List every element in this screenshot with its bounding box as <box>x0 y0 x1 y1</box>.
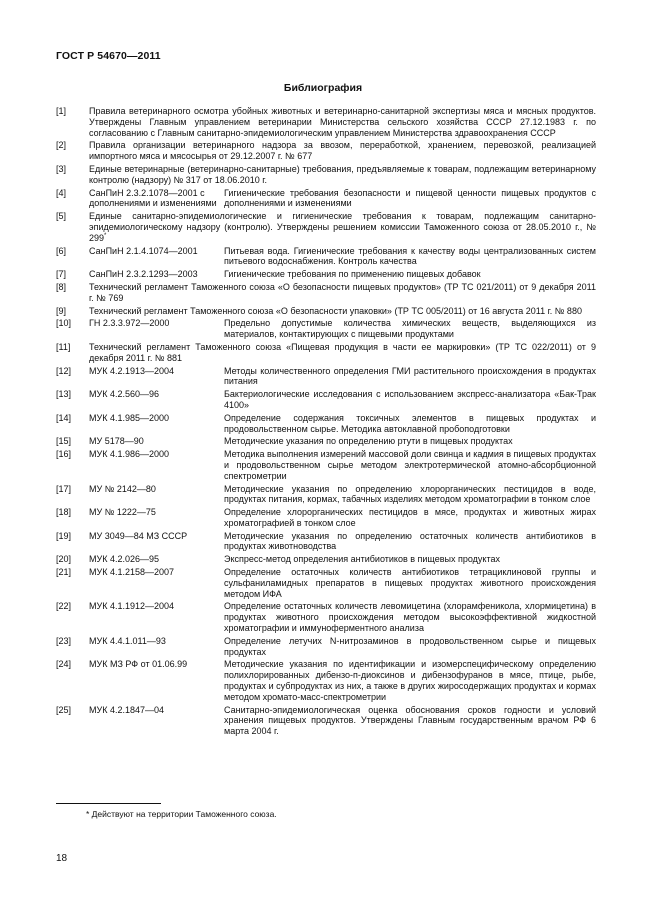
bibliography-list <box>56 106 596 739</box>
entry-code: МУК 4.1.1912—2004 <box>89 601 175 612</box>
bibliography-entry <box>56 507 596 529</box>
footnote-marker: * <box>104 232 107 239</box>
entry-code: МУ № 1222—75 <box>89 507 156 518</box>
entry-text: Правила ветеринарного осмотра убойных животных и ветеринарно-санитарной экспертизы мяса и мясных продуктов. Утверждены Главным управлением ветеринарии Министерства сельского хозяйства СССР 27.12.1983 г. по согласованию с Главным санитарно-эпидемиологическим управлением Министерства здравоохранения СССР <box>89 106 596 138</box>
bibliography-entry <box>56 389 596 411</box>
entry-number: [18] <box>56 507 72 518</box>
page-number: 18 <box>56 853 68 864</box>
entry-code: СанПиН 2.1.4.1074—2001 <box>89 245 198 256</box>
entry-description: Определение остаточных количеств антибиотиков тетрациклиновой группы и сульфаниламидных препаратов в пищевых продуктах животного происхождения методом ИФА <box>224 567 596 599</box>
entry-text: Технический регламент Таможенного союза «О безопасности пищевых продуктов» (ТР ТС 021/2011) от 9 декабря 2011 г. № 769 <box>89 281 596 303</box>
bibliography-entry <box>56 436 596 447</box>
entry-description: Экспресс-метод определения антибиотиков в пищевых продуктах <box>224 554 500 565</box>
bibliography-entry <box>56 449 596 481</box>
bibliography-entry <box>56 211 596 243</box>
entry-description: Определение летучих N-нитрозаминов в продовольственном сырье и пищевых продуктах <box>224 635 596 657</box>
entry-description: Определение содержания токсичных элементов в пищевых продуктах и продовольственном сырье. Методика автоклавной пробоподготовки <box>224 412 596 434</box>
bibliography-entry <box>56 484 596 506</box>
entry-code: МУК 4.1.986—2000 <box>89 449 170 460</box>
entry-text: Технический регламент Таможенного союза «Пищевая продукция в части ее маркировки» (ТР ТС 022/2011) от 9 декабря 2011 г. № 881 <box>89 341 596 363</box>
entry-text: Технический регламент Таможенного союза «О безопасности упаковки» (ТР ТС 005/2011) от 16 августа 2011 г. № 880 <box>89 305 582 316</box>
entry-code: СанПиН 2.3.2.1078—2001 с дополнениями и изменениями <box>89 187 217 209</box>
entry-code: МУК 4.2.1913—2004 <box>89 365 175 376</box>
entry-number: [15] <box>56 436 72 447</box>
bibliography-entry <box>56 306 596 317</box>
entry-number: [9] <box>56 305 67 316</box>
entry-code: ГН 2.3.3.972—2000 <box>89 318 170 329</box>
entry-description: Гигиенические требования безопасности и пищевой ценности пищевых продуктов с дополнениями и изменениями <box>224 187 596 209</box>
entry-text: Правила организации ветеринарного надзора за ввозом, переработкой, хранением, перевозкой, реализацией импортного мяса и мясосырья от 29.12.2007 г. № 677 <box>89 140 596 162</box>
entry-number: [10] <box>56 318 72 329</box>
bibliography-title: Библиография <box>283 82 363 94</box>
entry-number: [13] <box>56 389 72 400</box>
entry-description: Питьевая вода. Гигиенические требования к качеству воды централизованных систем питьевого водоснабжения. Контроль качества <box>224 245 596 267</box>
entry-description: Методические указания по определению хлорорганических пестицидов в воде, продуктах питания, кормах, табачных изделиях методом хроматографии в тонком слое <box>224 483 596 505</box>
entry-description: Санитарно-эпидемиологическая оценка обоснования сроков годности и условий хранения пищевых продуктов. Утверждены Главным государственным врачом РФ 6 марта 2004 г. <box>224 704 596 737</box>
entry-description: Методические указания по идентификации и изомерспецифическому определению полихлорированных дибензо-п-диоксинов и дибензофуранов в мясе, птице, рыбе, продуктах и субпродуктах из них, а также в других жиросодержащих продуктах и кормах методом хромато-масс-спектрометрии <box>224 659 596 702</box>
entry-number: [24] <box>56 659 72 670</box>
footnote-divider <box>56 803 161 804</box>
entry-code: МУК 4.2.026—95 <box>89 554 159 565</box>
bibliography-entry <box>56 636 596 658</box>
bibliography-entry <box>56 140 596 162</box>
entry-text: Единые санитарно-эпидемиологические и гигиенические требования к товарам, подлежащим санитарно-эпидемиологическому надзору (контролю). Утверждены решением комиссии Таможенного союза от 28.05.2010 г., № 299 <box>89 211 596 243</box>
entry-number: [11] <box>56 341 71 352</box>
bibliography-entry <box>56 531 596 553</box>
entry-description: Предельно допустимые количества химических веществ, выделяющихся из материалов, контактирующих с пищевыми продуктами <box>224 318 596 340</box>
entry-code: МУ № 2142—80 <box>89 483 156 494</box>
document-header: ГОСТ Р 54670—2011 <box>56 50 161 62</box>
bibliography-entry <box>56 342 596 364</box>
entry-description: Бактериологические исследования с использованием экспресс-анализатора «Бак-Трак 4100» <box>224 389 596 410</box>
entry-code: МУК МЗ РФ от 01.06.99 <box>89 659 188 670</box>
entry-number: [17] <box>56 483 72 494</box>
entry-number: [22] <box>56 601 72 612</box>
entry-number: [3] <box>56 163 67 174</box>
entry-description: Определение остаточных количеств левомицетина (хлорамфеникола, хлормицетина) в продуктах животного происхождения методом высокоэффективной жидкостной хроматографии и иммуноферментного анализа <box>224 601 596 634</box>
entry-number: [21] <box>56 567 72 578</box>
entry-code: МУК 4.2.560—96 <box>89 389 159 400</box>
bibliography-entry <box>56 366 596 388</box>
footnote: * Действуют на территории Таможенного союза. <box>86 809 277 819</box>
bibliography-entry <box>56 164 596 186</box>
entry-code: МУ 3049—84 МЗ СССР <box>89 530 188 541</box>
entry-number: [25] <box>56 704 72 715</box>
entry-number: [5] <box>56 211 67 222</box>
entry-number: [19] <box>56 530 72 541</box>
entry-number: [4] <box>56 187 67 198</box>
entry-code: МУ 5178—90 <box>89 436 144 447</box>
entry-number: [16] <box>56 449 72 460</box>
entry-description: Методика выполнения измерений массовой доли свинца и кадмия в пищевых продуктах и продовольственном сырье методом электротермической атомно-абсорбционной спектрометрии <box>224 449 597 481</box>
entry-code: МУК 4.4.1.011—93 <box>89 635 166 646</box>
entry-code: МУК 4.2.1847—04 <box>89 704 165 715</box>
entry-number: [2] <box>56 140 67 151</box>
entry-description: Гигиенические требования по применению пищевых добавок <box>224 269 481 280</box>
entry-number: [7] <box>56 269 67 280</box>
entry-number: [23] <box>56 635 72 646</box>
entry-number: [12] <box>56 365 72 376</box>
entry-description: Методы количественного определения ГМИ растительного происхождения в продуктах питания <box>224 365 596 387</box>
bibliography-entry <box>56 659 596 702</box>
bibliography-entry <box>56 282 596 304</box>
bibliography-entry <box>56 567 596 599</box>
bibliography-entry <box>56 705 596 737</box>
bibliography-entry <box>56 318 596 340</box>
bibliography-entry <box>56 246 596 268</box>
bibliography-entry <box>56 106 596 138</box>
bibliography-entry <box>56 269 596 280</box>
entry-description: Определение хлорорганических пестицидов в мясе, продуктах и животных жирах хроматографией в тонком слое <box>224 507 596 528</box>
bibliography-entry <box>56 554 596 565</box>
entry-number: [6] <box>56 245 67 256</box>
entry-description: Методические указания по определению остаточных количеств антибиотиков в продуктах животноводства <box>224 530 596 552</box>
entry-number: [1] <box>56 106 67 116</box>
entry-number: [8] <box>56 281 67 292</box>
entry-text: Единые ветеринарные (ветеринарно-санитарные) требования, предъявляемые к товарам, подлежащим ветеринарному контролю (надзору) № 317 от 18.06.2010 г. <box>89 163 596 185</box>
entry-code: МУК 4.1.2158—2007 <box>89 567 175 578</box>
entry-code: СанПиН 2.3.2.1293—2003 <box>89 269 198 280</box>
entry-code: МУК 4.1.985—2000 <box>89 412 170 423</box>
entry-number: [14] <box>56 412 72 423</box>
entry-number: [20] <box>56 554 72 565</box>
entry-description: Методические указания по определению ртути в пищевых продуктах <box>224 436 513 447</box>
bibliography-entry <box>56 601 596 633</box>
bibliography-entry <box>56 188 596 210</box>
bibliography-entry <box>56 413 596 435</box>
